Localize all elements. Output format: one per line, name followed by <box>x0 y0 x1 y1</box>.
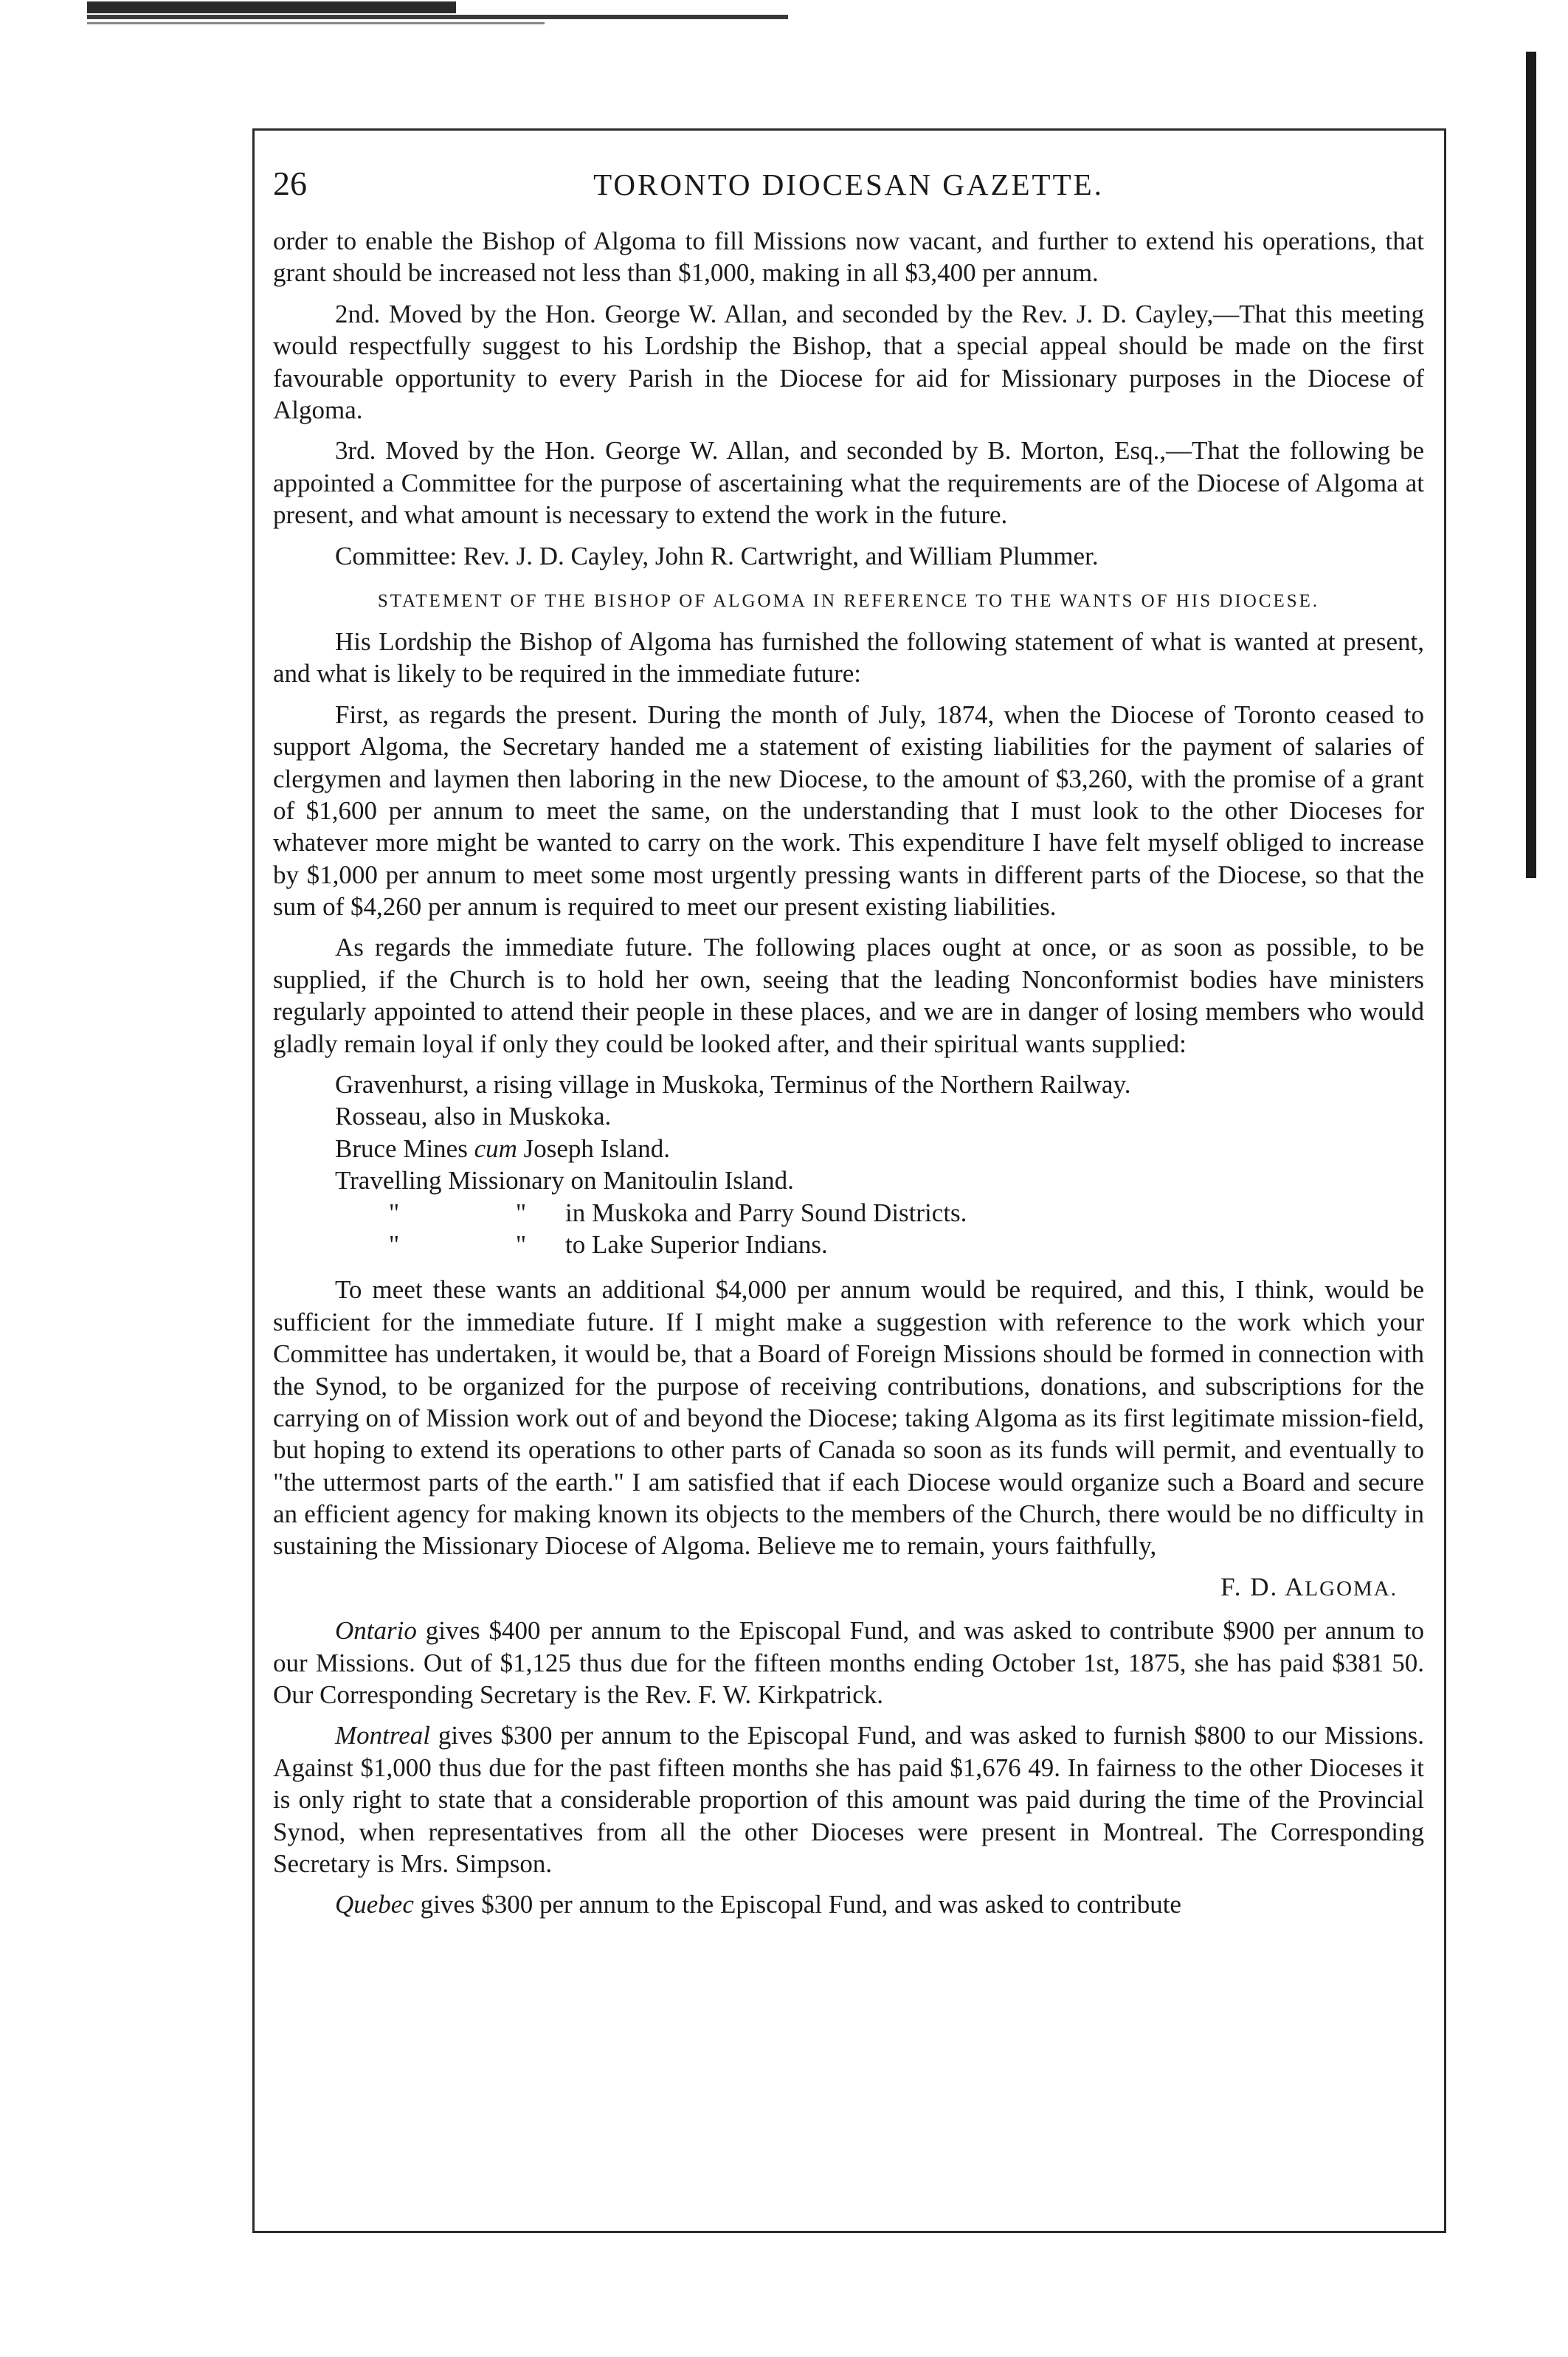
section-heading: STATEMENT OF THE BISHOP OF ALGOMA IN REFERENCE TO THE WANTS OF HIS DIOCESE. <box>377 590 1320 611</box>
list-item-text: Joseph Island. <box>517 1133 670 1163</box>
motion-second: 2nd. Moved by the Hon. George W. Allan, and seconded by the Rev. J. D. Cayley,—That this meeting would respectfully suggest to his Lordship the Bishop, that a special appeal should be made on the first favourable opportunity to every Parish in the Diocese for aid for Missionary purposes in the Diocese of Algoma. <box>273 299 1424 424</box>
scan-edge-shadow <box>1526 52 1536 878</box>
paragraph: order to enable the Bishop of Algoma to fill Missions now vacant, and further to extend his operations, that grant should be increased not less than $1,000, making in all $3,400 per annum. <box>273 227 1424 288</box>
scan-edge-mark <box>87 22 545 24</box>
signature <box>273 1571 1424 1603</box>
list-item-text: Bruce Mines <box>335 1133 474 1163</box>
paragraph-text: gives $400 per annum to the Episcopal Fund, and was asked to contribute $900 per annum to our Missions. Out of $1,125 thus due for the fifteen months ending October 1st, 1875, she has paid $381 50. Our Corresponding Secretary is the Rev. F. W. Kirkpatrick. <box>273 1616 1424 1710</box>
document-page <box>273 162 1424 1930</box>
committee-line: Committee: Rev. J. D. Cayley, John R. Cartwright, and William Plummer. <box>335 541 1099 570</box>
paragraph: As regards the immediate future. The following places ought at once, or as soon as possible, to be supplied, if the Church is to hold her own, seeing that the leading Nonconformist bodies have ministers regularly appointed to attend their people in these places, and we are in danger of losing members who would gladly remain loyal if only they could be looked after, and their spiritual wants supplied: <box>273 933 1424 1058</box>
places-list <box>335 1069 1424 1260</box>
diocese-name: Montreal <box>335 1721 430 1750</box>
italic-word: cum <box>474 1133 517 1163</box>
scan-edge-mark <box>87 1 456 13</box>
signature-text: LGOMA. <box>1305 1576 1398 1601</box>
list-item-text: to Lake Superior Indians. <box>565 1229 828 1259</box>
list-item <box>335 1229 1424 1260</box>
signature-text: F. D. A <box>1220 1572 1305 1601</box>
ditto-mark: " <box>388 1198 400 1227</box>
diocese-name: Quebec <box>335 1890 414 1919</box>
diocese-ontario-paragraph <box>273 1615 1424 1711</box>
ditto-mark: " <box>388 1229 400 1259</box>
paragraph: His Lordship the Bishop of Algoma has furnished the following statement of what is wanted at present, and what is likely to be required in the immediate future: <box>273 627 1424 689</box>
list-item <box>335 1133 1424 1164</box>
list-item: Rosseau, also in Muskoka. <box>335 1102 612 1131</box>
list-item-text: in Muskoka and Parry Sound Districts. <box>565 1198 967 1227</box>
diocese-name: Ontario <box>335 1616 417 1646</box>
paragraph-text: gives $300 per annum to the Episcopal Fund, and was asked to contribute <box>413 1890 1181 1919</box>
list-item: Gravenhurst, a rising village in Muskoka, Terminus of the Northern Railway. <box>335 1070 1131 1100</box>
diocese-quebec-paragraph <box>273 1888 1424 1920</box>
ditto-mark: " <box>515 1229 527 1259</box>
paragraph: First, as regards the present. During the month of July, 1874, when the Diocese of Toronto ceased to support Algoma, the Secretary handed me a statement of existing liabilities for the payment of salaries of clergymen and laymen then laboring in the new Diocese, to the amount of $3,260, with the promise of a grant of $1,600 per annum to meet the same, on the understanding that I must look to the other Dioceses for whatever more might be wanted to carry on the work. This expenditure I have felt myself obliged to increase by $1,000 per annum to meet some most urgently pressing wants in different parts of the Diocese, so that the sum of $4,260 per annum is required to meet our present existing liabilities. <box>273 700 1424 922</box>
ditto-mark: " <box>515 1198 527 1227</box>
motion-third: 3rd. Moved by the Hon. George W. Allan, and seconded by B. Morton, Esq.,—That the following be appointed a Committee for the purpose of ascertaining what the requirements are of the Diocese of Algoma at present, and what amount is necessary to extend the work in the future. <box>273 436 1424 530</box>
list-item: Travelling Missionary on Manitoulin Island. <box>335 1166 794 1195</box>
diocese-montreal-paragraph <box>273 1719 1424 1880</box>
page-header <box>273 162 1424 204</box>
paragraph: To meet these wants an additional $4,000 per annum would be required, and this, I think, would be sufficient for the immediate future. If I might make a suggestion with reference to the work which your Committee has undertaken, it would be, that a Board of Foreign Missions should be formed in connection with the Synod, to be organized for the purpose of receiving contributions, donations, and subscriptions for the carrying on of Mission work out of and beyond the Diocese; taking Algoma as its first legitimate mission-field, but hoping to extend its operations to other parts of Canada so soon as its funds will permit, and eventually to "the uttermost parts of the earth." I am satisfied that if each Diocese would organize such a Board and secure an efficient agency for making known its objects to the members of the Church, there would be no difficulty in sustaining the Missionary Diocese of Algoma. Believe me to remain, yours faithfully, <box>273 1275 1424 1561</box>
scan-edge-mark <box>87 15 788 19</box>
page-number: 26 <box>273 165 307 202</box>
paragraph-text: gives $300 per annum to the Episcopal Fund, and was asked to furnish $800 to our Missions. Against $1,000 thus due for the past fifteen months she has paid $1,676 49. In fairness to the other Dioceses it is only right to state that a considerable proportion of this amount was paid during the time of the Provincial Synod, when representatives from all the other Dioceses were present in Montreal. The Corresponding Secretary is Mrs. Simpson. <box>273 1721 1424 1878</box>
running-title: TORONTO DIOCESAN GAZETTE. <box>593 168 1104 201</box>
list-item <box>335 1197 1424 1229</box>
